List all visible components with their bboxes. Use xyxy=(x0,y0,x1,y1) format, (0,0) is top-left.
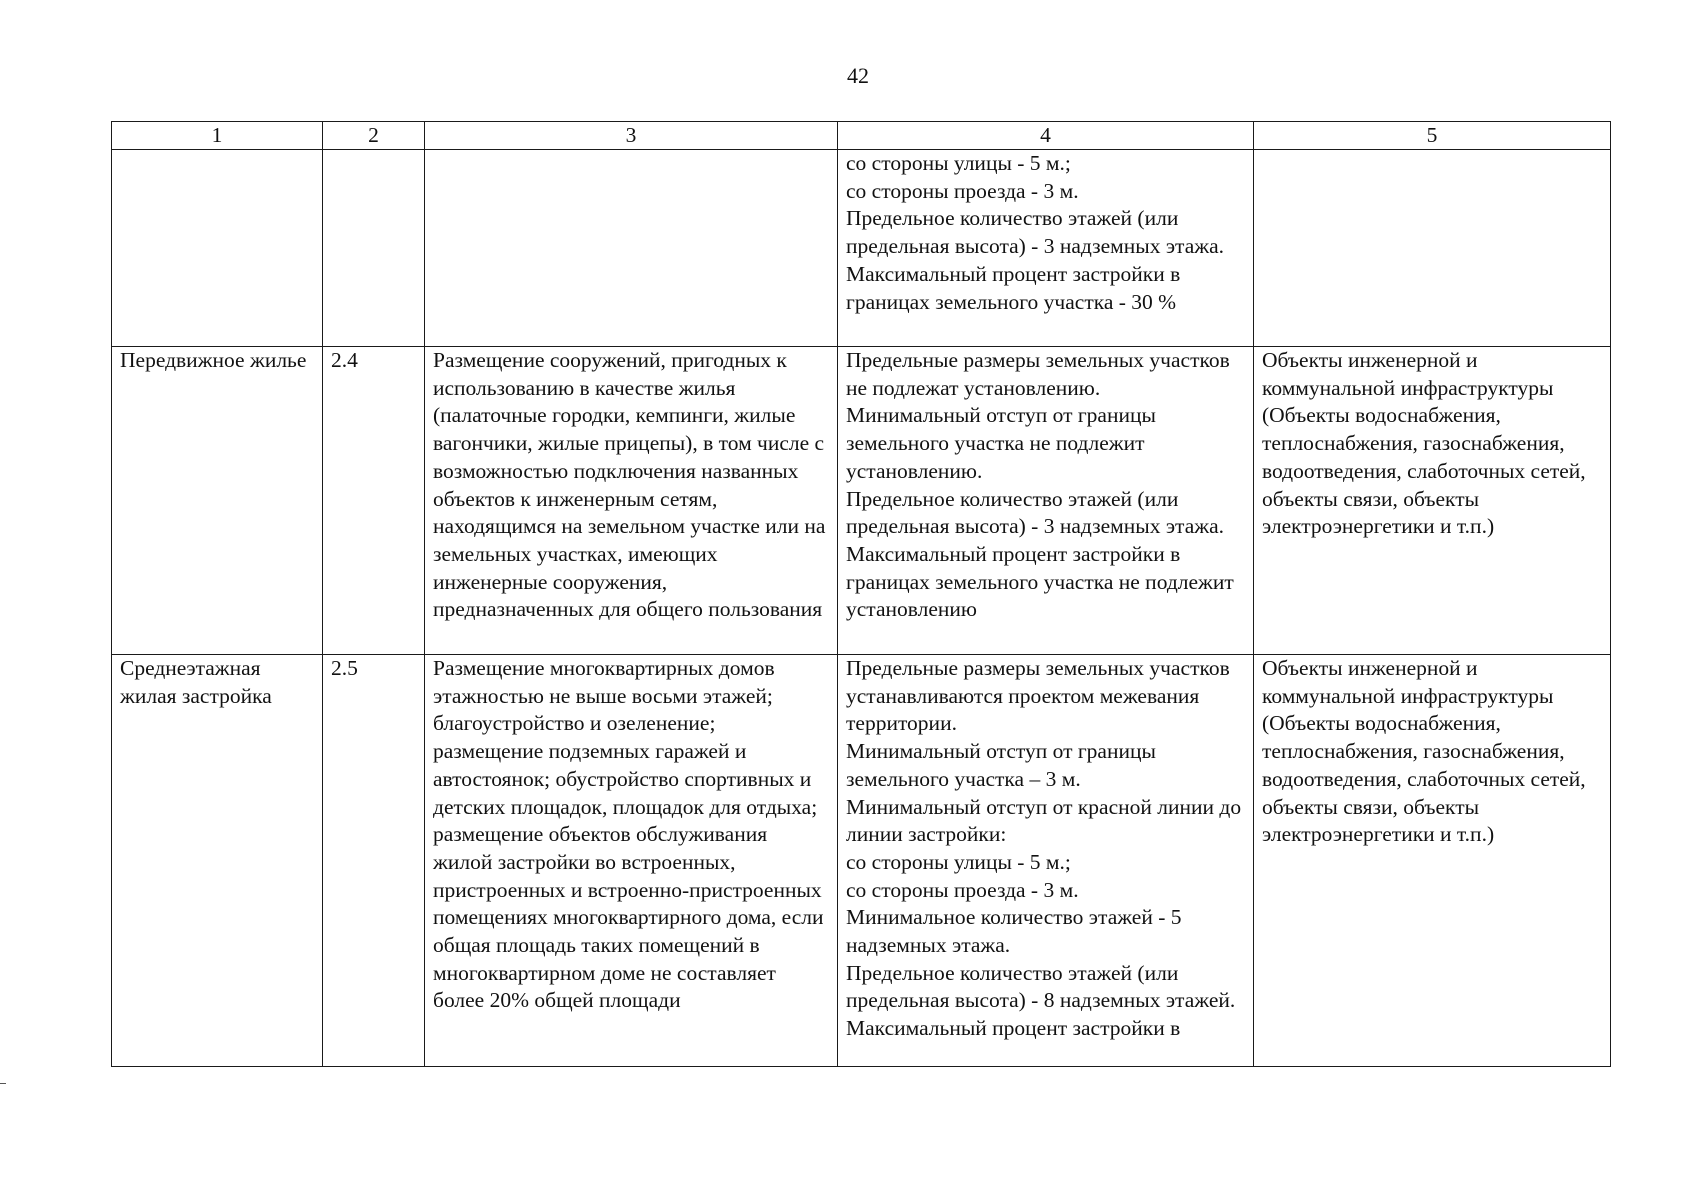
cell-parameters-text: Предельные размеры земельных участков устанавливаются проектом межевания территории. Минимальный отступ от границы земельного участка – 3 м. Минимальный отступ от красной линии до линии застройки: со стороны улицы - 5 м.; со стороны проезда - 3 м. Минимальное количество этажей - 5 надземных этажа. Предельное количество этажей (или предельная высота) - 8 надземных этажей. Максимальный процент застройки в xyxy=(846,656,1242,1041)
cell-code-text: 2.5 xyxy=(331,656,358,680)
margin-tick-mark xyxy=(0,1083,6,1084)
table-row xyxy=(112,655,1611,1067)
cell-name xyxy=(112,150,323,347)
cell-parameters-text: Предельные размеры земельных участков не подлежат установлению. Минимальный отступ от границы земельного участка не подлежит установлению. Предельное количество этажей (или предельная высота) - 3 надземных этажа. Максимальный процент застройки в границах земельного участка не подлежит установлению xyxy=(846,348,1234,622)
cell-description-text: Размещение многоквартирных домов этажностью не выше восьми этажей; благоустройство и озеленение; размещение подземных гаражей и автостоянок; обустройство спортивных и детских площадок, площадок для отдыха; размещение объектов обслуживания жилой застройки во встроенных, пристроенных и встроенно-пристроенных помещениях многоквартирного дома, если общая площадь таких помещений в многоквартирном доме не составляет более 20% общей площади xyxy=(433,656,824,1013)
cell-code xyxy=(323,150,425,347)
cell-description xyxy=(425,150,838,347)
cell-infrastructure-text: Объекты инженерной и коммунальной инфраструктуры (Объекты водоснабжения, теплоснабжения, газоснабжения, водоотведения, слаботочных сетей, объекты связи, объекты электроэнергетики и т.п.) xyxy=(1262,656,1586,847)
header-col-4: 4 xyxy=(838,122,1254,150)
cell-parameters xyxy=(838,347,1254,655)
zoning-table xyxy=(111,121,1611,1067)
cell-description xyxy=(425,655,838,1067)
cell-parameters-text: со стороны улицы - 5 м.; со стороны проезда - 3 м. Предельное количество этажей (или предельная высота) - 3 надземных этажа. Максимальный процент застройки в границах земельного участка - 30 % xyxy=(846,151,1225,314)
cell-parameters xyxy=(838,150,1254,347)
page-number: 42 xyxy=(847,63,869,88)
cell-code xyxy=(323,347,425,655)
cell-infrastructure-text: Объекты инженерной и коммунальной инфраструктуры (Объекты водоснабжения, теплоснабжения, газоснабжения, водоотведения, слаботочных сетей, объекты связи, объекты электроэнергетики и т.п.) xyxy=(1262,348,1586,539)
cell-code-text: 2.4 xyxy=(331,348,358,372)
cell-infrastructure xyxy=(1254,347,1611,655)
table-header-row xyxy=(112,122,1611,150)
header-col-1: 1 xyxy=(112,122,323,150)
cell-name-text: Передвижное жилье xyxy=(120,348,307,372)
cell-infrastructure xyxy=(1254,655,1611,1067)
table-row xyxy=(112,150,1611,347)
cell-parameters xyxy=(838,655,1254,1067)
cell-description-text: Размещение сооружений, пригодных к использованию в качестве жилья (палаточные городки, кемпинги, жилые вагончики, жилые прицепы), в том числе с возможностью подключения названных объектов к инженерным сетям, находящимся на земельном участке или на земельных участках, имеющих инженерные сооружения, предназначенных для общего пользования xyxy=(433,348,826,622)
header-col-2: 2 xyxy=(323,122,425,150)
cell-infrastructure xyxy=(1254,150,1611,347)
header-col-3: 3 xyxy=(425,122,838,150)
cell-name xyxy=(112,655,323,1067)
cell-name xyxy=(112,347,323,655)
table-row xyxy=(112,347,1611,655)
header-col-5: 5 xyxy=(1254,122,1611,150)
cell-code xyxy=(323,655,425,1067)
cell-description xyxy=(425,347,838,655)
cell-name-text: Среднеэтажная жилая застройка xyxy=(120,656,272,708)
